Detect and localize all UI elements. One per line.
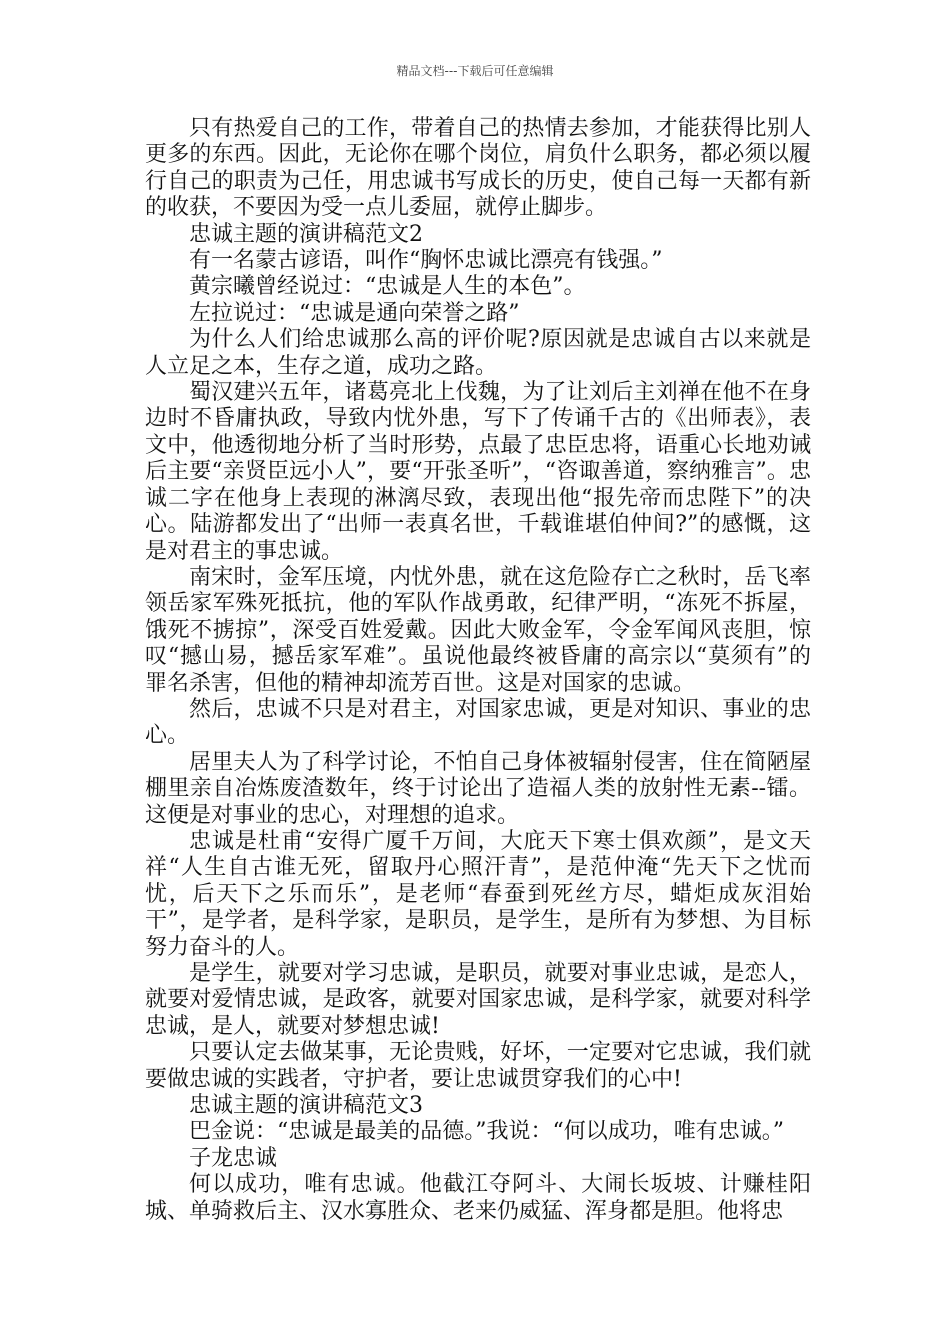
- paragraph: 南宋时，金军压境，内忧外患，就在这危险存亡之秋时，岳飞率领岳家军殊死抵抗，他的军队作战勇敢，纪律严明，“冻死不拆屋，饿死不掳掠”，深受百姓爱戴。因此大败金军，令金军闻风丧胆，惊叹“撼山易，撼岳家军难”。虽说他最终被昏庸的高宗以“莫须有”的 罪名杀害，但他的精神却流芳百世。这是对国家的忠诚。: [145, 564, 811, 696]
- page-header: 精品文档---下载后可任意编辑: [396, 64, 554, 78]
- paragraph: 巴金说：“忠诚是最美的品德。”我说：“何以成功，唯有忠诚。”: [189, 1119, 784, 1145]
- paragraph: 只有热爱自己的工作，带着自己的热情去参加，才能获得比别人更多的东西。因此，无论你在哪个岗位，肩负什么职务，都必须以履行自己的职责为己任，用忠诚书写成长的历史，使自己每一天都有新的收获，不要因为受一点儿委屈，就停止脚步。: [145, 116, 811, 221]
- paragraph: 何以成功，唯有忠诚。他截江夺阿斗、大闹长坂坡、计赚桂阳城、单骑救后主、汉水寡胜众、老来仍威猛、浑身都是胆。他将忠: [145, 1172, 811, 1224]
- paragraph: 有一名蒙古谚语，叫作“胸怀忠诚比漂亮有钱强。”: [189, 248, 663, 274]
- paragraph: 忠诚是杜甫“安得广厦千万间，大庇天下寒士俱欢颜”，是文天祥“人生自古谁无死，留取丹心照汗青”，是范仲淹“先天下之忧而忧，后天下之乐而乐”，是老师“春蚕到死丝方尽，蜡炬成灰泪始干”，是学者，是科学家，是职员，是学生，是所有为梦想、为目标努力奋斗的人。: [145, 828, 811, 960]
- document-body: [145, 116, 811, 1225]
- paragraph: 黄宗曦曾经说过：“忠诚是人生的本色”。: [189, 274, 586, 300]
- paragraph: 然后，忠诚不只是对君主，对国家忠诚，更是对知识、事业的忠心。: [145, 696, 811, 749]
- paragraph: 左拉说过：“忠诚是通向荣誉之路”: [189, 300, 520, 326]
- paragraph: 居里夫人为了科学讨论，不怕自己身体被辐射侵害，住在简陋屋棚里亲自冶炼废渣数年，终于讨论出了造福人类的放射性无素--镭。这便是对事业的忠心，对理想的追求。: [145, 749, 811, 828]
- subsection-title: 子龙忠诚: [189, 1145, 278, 1171]
- section-title: 忠诚主题的演讲稿范文3: [189, 1093, 423, 1119]
- paragraph: 蜀汉建兴五年，诸葛亮北上伐魏，为了让刘后主刘禅在他不在身边时不昏庸执政，导致内忧外患，写下了传诵千古的《出师表》，表文中，他透彻地分析了当时形势，点最了忠臣忠将，语重心长地劝诫后主要“亲贤臣远小人”，要“开张圣听”，“咨诹善道，察纳雅言”。忠诚二字在他身上表现的淋漓尽致，表现出他“报先帝而忠陛下”的决心。陆游都发出了“出师一表真名世，千载谁堪伯仲间?”的感慨，这是对君主的事忠诚。: [145, 380, 811, 564]
- paragraph: 为什么人们给忠诚那么高的评价呢?原因就是忠诚自古以来就是人立足之本，生存之道，成功之路。: [145, 327, 811, 379]
- section-title: 忠诚主题的演讲稿范文2: [189, 221, 423, 247]
- paragraph: 是学生，就要对学习忠诚，是职员，就要对事业忠诚，是恋人，就要对爱情忠诚，是政客，就要对国家忠诚，是科学家，就要对科学忠诚，是人，就要对梦想忠诚!: [145, 961, 811, 1039]
- paragraph: 只要认定去做某事，无论贵贱，好坏，一定要对它忠诚，我们就要做忠诚的实践者，守护者，要让忠诚贯穿我们的心中!: [145, 1040, 811, 1092]
